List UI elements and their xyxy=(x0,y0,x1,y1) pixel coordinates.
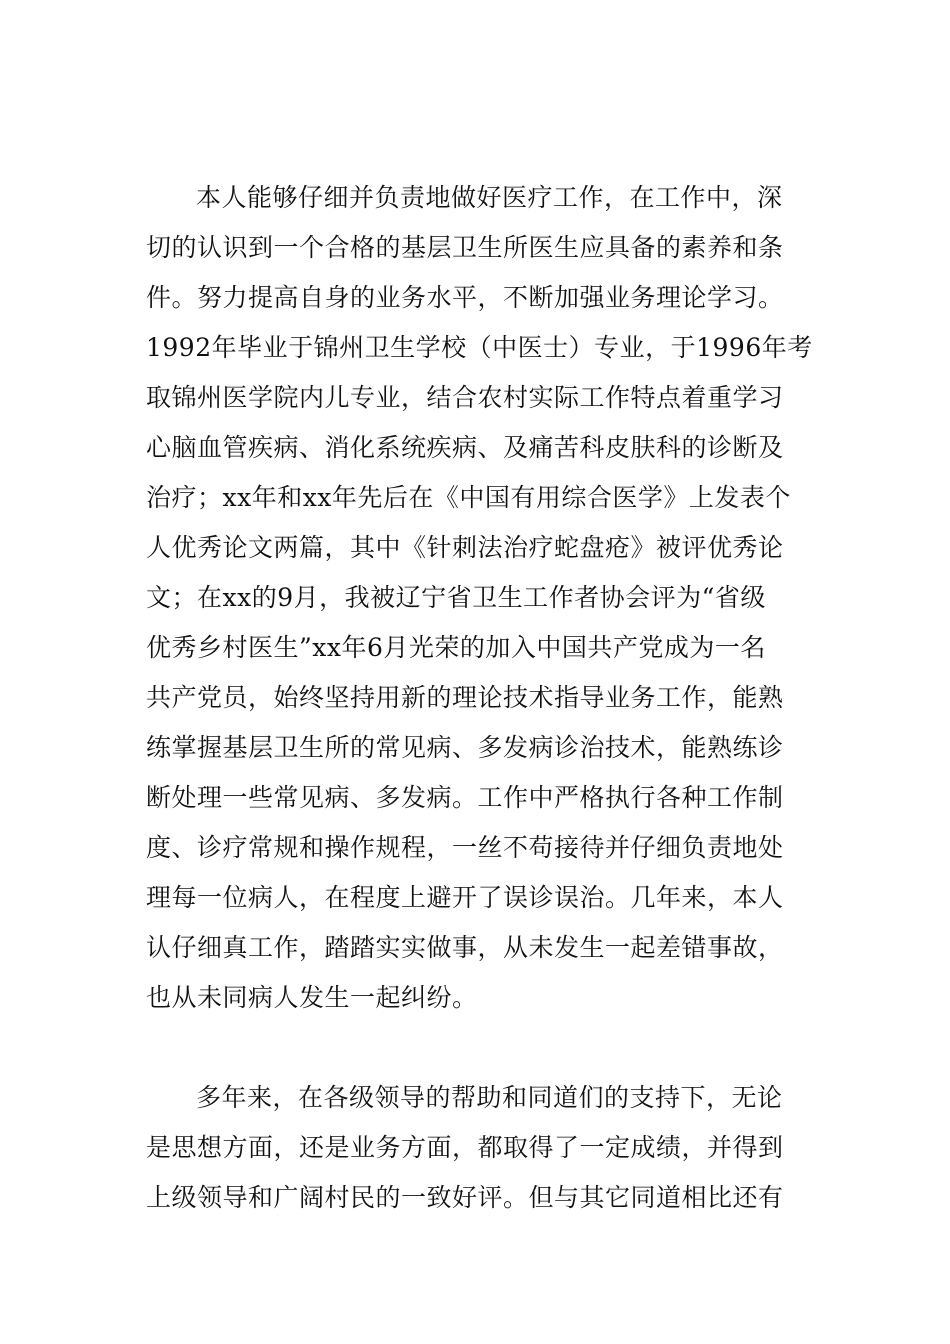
text-line: 本人能够仔细并负责地做好医疗工作，在工作中，深 xyxy=(196,183,783,212)
text-line: 切的认识到一个合格的基层卫生所医生应具备的素养和条 xyxy=(146,233,784,262)
text-line: 多年来，在各级领导的帮助和同道们的支持下，无论 xyxy=(196,1083,783,1112)
text-line: 练掌握基层卫生所的常见病、多发病诊治技术，能熟练诊 xyxy=(146,733,784,762)
text-line: 断处理一些常见病、多发病。工作中严格执行各种工作制 xyxy=(146,783,784,812)
text-line: 心脑血管疾病、消化系统疾病、及痛苦科皮肤科的诊断及 xyxy=(146,433,784,462)
text-line: 度、诊疗常规和操作规程，一丝不苟接待并仔细负责地处 xyxy=(146,833,784,862)
text-line: 人优秀论文两篇，其中《针刺法治疗蛇盘疮》被评优秀论 xyxy=(146,533,784,562)
text-line: 1992年毕业于锦州卫生学校（中医士）专业，于1996年考 xyxy=(146,333,813,362)
text-line: 也从未同病人发生一起纠纷。 xyxy=(146,983,478,1012)
text-line: 治疗；xx年和xx年先后在《中国有用综合医学》上发表个 xyxy=(146,483,791,512)
text-line: 优秀乡村医生”xx年6月光荣的加入中国共产党成为一名 xyxy=(146,633,766,662)
text-line: 上级领导和广阔村民的一致好评。但与其它同道相比还有 xyxy=(146,1183,784,1212)
text-line: 件。努力提高自身的业务水平，不断加强业务理论学习。 xyxy=(146,283,784,312)
text-line: 理每一位病人，在程度上避开了误诊误治。几年来，本人 xyxy=(146,883,784,912)
text-line: 共产党员，始终坚持用新的理论技术指导业务工作，能熟 xyxy=(146,683,784,712)
text-line: 认仔细真工作，踏踏实实做事，从未发生一起差错事故， xyxy=(146,933,784,962)
text-line: 是思想方面，还是业务方面，都取得了一定成绩，并得到 xyxy=(146,1133,784,1162)
text-line: 文；在xx的9月，我被辽宁省卫生工作者协会评为“省级 xyxy=(146,583,766,612)
text-line: 取锦州医学院内儿专业，结合农村实际工作特点着重学习 xyxy=(146,383,784,412)
